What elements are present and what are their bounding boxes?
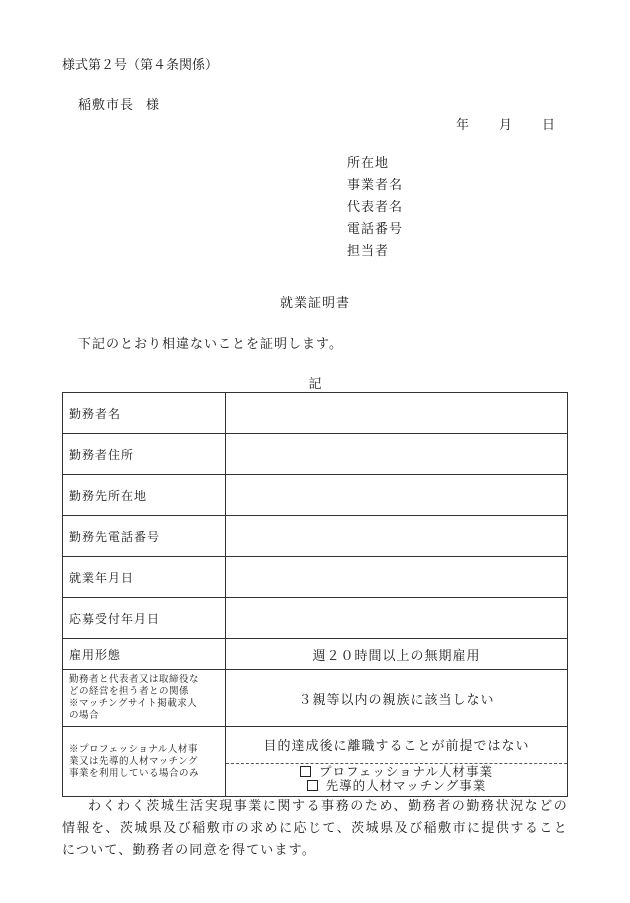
row-value bbox=[226, 475, 568, 516]
intro-text: 下記のとおり相違ないことを証明します。 bbox=[78, 337, 343, 352]
issuer-business-name-label: 事業者名 bbox=[347, 178, 404, 193]
row-label: 応募受付年月日 bbox=[63, 598, 226, 639]
table-row bbox=[63, 475, 568, 516]
row-value bbox=[226, 598, 568, 639]
table-row bbox=[63, 639, 568, 670]
professional-value bbox=[226, 727, 568, 797]
row-label: 勤務者住所 bbox=[63, 434, 226, 475]
row-value bbox=[226, 434, 568, 475]
issuer-representative-label: 代表者名 bbox=[347, 200, 404, 215]
checkbox-leading-matching[interactable] bbox=[307, 780, 318, 791]
form-number: 様式第２号（第４条関係） bbox=[62, 58, 219, 73]
row-value bbox=[226, 516, 568, 557]
date-year: 年 bbox=[456, 118, 470, 133]
table-row bbox=[63, 393, 568, 434]
row-label: 勤務先所在地 bbox=[63, 475, 226, 516]
issuer-address-label: 所在地 bbox=[347, 156, 390, 171]
table-row bbox=[63, 516, 568, 557]
date-day: 日 bbox=[542, 118, 556, 133]
table-row bbox=[63, 557, 568, 598]
ki-heading: 記 bbox=[308, 377, 322, 392]
table-row bbox=[63, 434, 568, 475]
relation-value: ３親等以内の親族に該当しない bbox=[226, 670, 568, 727]
row-label: 勤務先電話番号 bbox=[63, 516, 226, 557]
row-label: 就業年月日 bbox=[63, 557, 226, 598]
relation-label: 勤務者と代表者又は取締役な どの経営を担う者との関係 ※マッチングサイト掲載求人 の場合 bbox=[63, 670, 226, 727]
date-line bbox=[456, 114, 555, 133]
certificate-table bbox=[62, 392, 568, 797]
employment-type-value: 週２０時間以上の無期雇用 bbox=[226, 639, 568, 670]
relation-row bbox=[63, 670, 568, 727]
option-professional[interactable]: プロフェッショナル人材事業 bbox=[300, 765, 493, 779]
professional-label: ※プロフェッショナル人材事 業又は先導的人材マッチング 事業を利用している場合のみ bbox=[63, 727, 226, 797]
date-month: 月 bbox=[499, 118, 513, 133]
issuer-phone-label: 電話番号 bbox=[347, 222, 404, 237]
professional-row bbox=[63, 727, 568, 797]
table-row bbox=[63, 598, 568, 639]
addressee-name: 稲敷市長 bbox=[78, 98, 135, 113]
issuer-block bbox=[347, 153, 403, 263]
addressee bbox=[78, 94, 160, 113]
issuer-contact-label: 担当者 bbox=[347, 244, 390, 259]
checkbox-professional[interactable] bbox=[300, 766, 311, 777]
row-label: 雇用形態 bbox=[63, 639, 226, 670]
professional-options bbox=[226, 764, 567, 794]
consent-footer: わくわく茨城生活実現事業に関する事務のため、勤務者の勤務状況などの情報を、茨城県及び稲敷市の求めに応じて、茨城県及び稲敷市に提供することについて、勤務者の同意を得ています。 bbox=[62, 799, 568, 858]
row-label: 勤務者名 bbox=[63, 393, 226, 434]
option-leading-matching[interactable]: 先導的人材マッチング事業 bbox=[307, 779, 487, 793]
row-value bbox=[226, 393, 568, 434]
professional-statement: 目的達成後に離職することが前提ではない bbox=[226, 730, 567, 764]
addressee-honorific: 様 bbox=[146, 98, 161, 113]
document-title: 就業証明書 bbox=[279, 296, 350, 311]
row-value bbox=[226, 557, 568, 598]
